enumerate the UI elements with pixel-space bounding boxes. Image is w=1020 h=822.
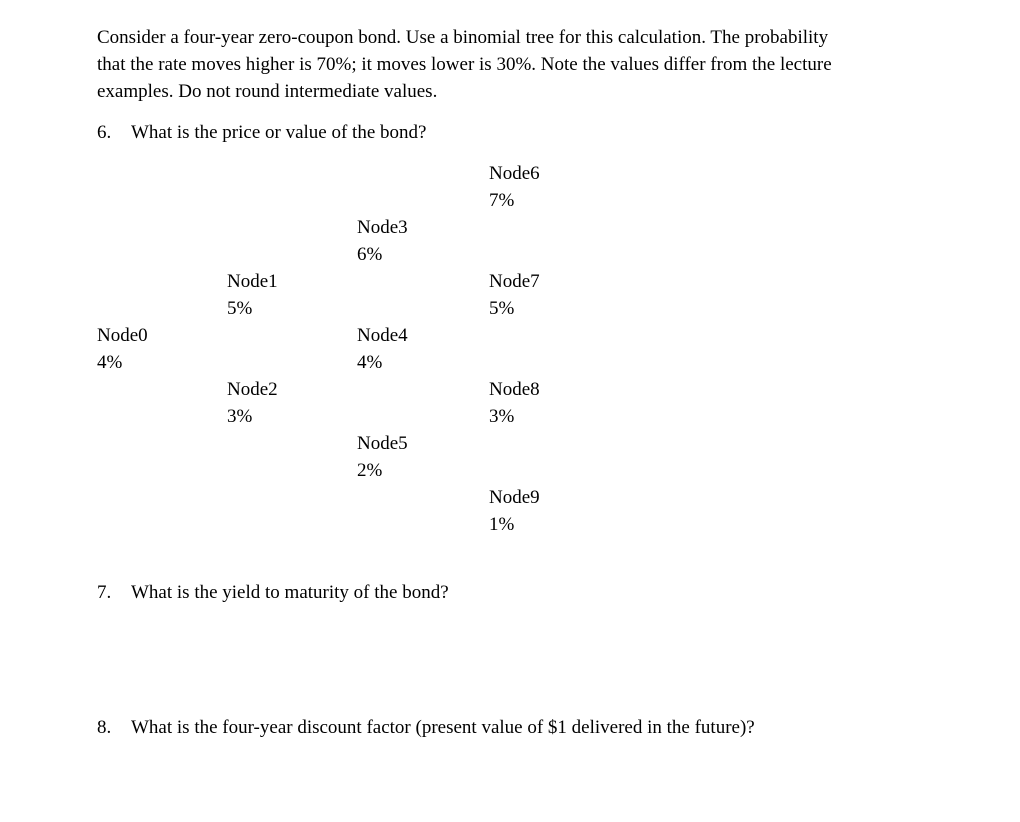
node-rate: 6% (357, 244, 383, 265)
question-text: What is the four-year discount factor (present value of $1 delivered in the future)? (131, 717, 755, 738)
question-7 (97, 581, 449, 605)
tree-node-0 (97, 322, 148, 376)
node-label: Node3 (357, 217, 408, 238)
node-label: Node2 (227, 379, 278, 400)
question-text: What is the yield to maturity of the bond? (131, 582, 449, 603)
tree-node-1 (227, 268, 278, 322)
question-8 (97, 716, 755, 740)
question-number: 6. (97, 122, 112, 143)
node-rate: 5% (489, 298, 515, 319)
tree-node-7 (489, 268, 540, 322)
node-label: Node9 (489, 487, 540, 508)
problem-intro (97, 24, 957, 105)
question-number: 8. (97, 717, 112, 738)
node-label: Node5 (357, 433, 408, 454)
tree-node-4 (357, 322, 408, 376)
intro-line: that the rate moves higher is 70%; it moves lower is 30%. Note the values differ from the lecture (97, 54, 832, 75)
node-rate: 5% (227, 298, 253, 319)
node-rate: 7% (489, 190, 515, 211)
node-label: Node4 (357, 325, 408, 346)
node-rate: 3% (227, 406, 253, 427)
intro-line: examples. Do not round intermediate values. (97, 81, 438, 102)
tree-node-6 (489, 160, 540, 214)
node-rate: 2% (357, 460, 383, 481)
node-rate: 4% (357, 352, 383, 373)
question-number: 7. (97, 582, 112, 603)
node-label: Node7 (489, 271, 540, 292)
tree-node-5 (357, 430, 408, 484)
intro-line: Consider a four-year zero-coupon bond. Use a binomial tree for this calculation. The probability (97, 27, 829, 48)
question-6 (97, 121, 426, 145)
node-rate: 4% (97, 352, 123, 373)
tree-node-2 (227, 376, 278, 430)
node-label: Node1 (227, 271, 278, 292)
tree-node-9 (489, 484, 540, 538)
tree-node-3 (357, 214, 408, 268)
node-rate: 1% (489, 514, 515, 535)
tree-node-8 (489, 376, 540, 430)
node-label: Node6 (489, 163, 540, 184)
node-label: Node0 (97, 325, 148, 346)
node-rate: 3% (489, 406, 515, 427)
node-label: Node8 (489, 379, 540, 400)
question-text: What is the price or value of the bond? (131, 122, 427, 143)
